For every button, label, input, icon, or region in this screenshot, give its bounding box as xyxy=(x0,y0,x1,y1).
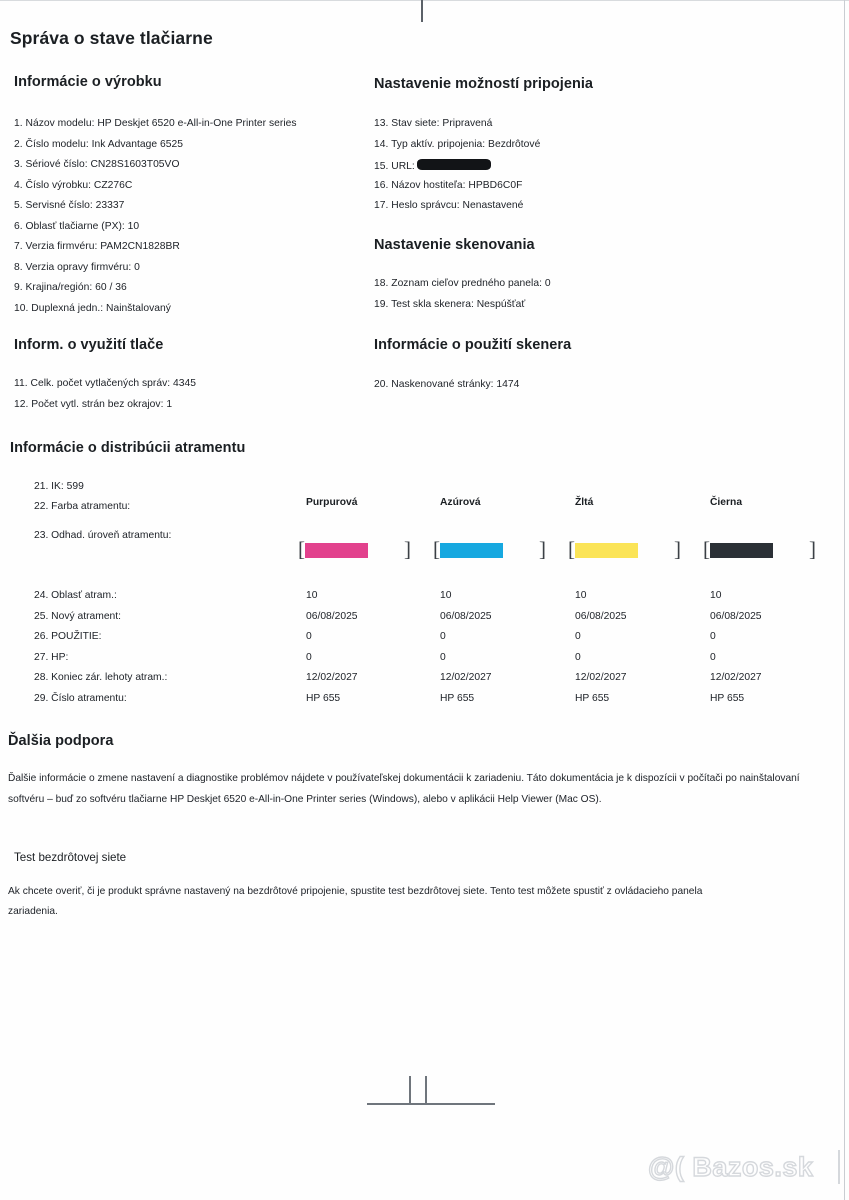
ink-cell-new-ink: 06/08/2025 xyxy=(306,611,358,622)
connectivity-item: 17. Heslo správcu: Nenastavené xyxy=(374,200,524,211)
product-info-item: 6. Oblasť tlačiarne (PX): 10 xyxy=(14,221,140,232)
ink-cell-usage: 0 xyxy=(306,631,312,642)
ink-cell-area: 10 xyxy=(710,590,722,601)
ink-cell-new-ink: 06/08/2025 xyxy=(440,611,492,622)
bracket-right-icon: ] xyxy=(539,537,546,561)
product-info-item: 1. Názov modelu: HP Deskjet 6520 e-All-in-One Printer series xyxy=(14,118,297,129)
product-info-item: 9. Krajina/región: 60 / 36 xyxy=(14,282,127,293)
ink-column-header: Čierna xyxy=(710,497,743,508)
ink-row-label-usage: 26. POUŽITIE: xyxy=(34,631,102,642)
ink-cell-ink-number: HP 655 xyxy=(440,693,475,704)
ink-level-fill xyxy=(440,543,503,558)
bracket-right-icon: ] xyxy=(809,537,816,561)
product-info-item: 10. Duplexná jedn.: Nainštalovaný xyxy=(14,303,171,314)
ink-level-fill xyxy=(305,543,368,558)
ink-cell-ink-number: HP 655 xyxy=(710,693,745,704)
page-title: Správa o stave tlačiarne xyxy=(10,28,213,48)
bracket-left-icon: [ xyxy=(703,537,710,561)
ink-column-header: Žltá xyxy=(575,497,594,508)
ink-cell-usage: 0 xyxy=(710,631,716,642)
section-heading-support: Ďalšia podpora xyxy=(8,733,114,749)
section-heading-wireless-test: Test bezdrôtovej siete xyxy=(14,851,127,864)
ink-cell-hp: 0 xyxy=(440,652,446,663)
redacted-url-bar xyxy=(417,159,491,170)
scanner-usage-item: 20. Naskenované stránky: 1474 xyxy=(374,379,520,390)
ink-cell-new-ink: 06/08/2025 xyxy=(575,611,627,622)
product-info-item: 7. Verzia firmvéru: PAM2CN1828BR xyxy=(14,241,180,252)
scan-artifact-tick-left xyxy=(409,1076,411,1104)
ink-row-label-hp: 27. HP: xyxy=(34,652,69,663)
scan-artifact-tick-right xyxy=(425,1076,427,1104)
section-heading-scanner-usage: Informácie o použití skenera xyxy=(374,337,572,353)
ink-ik-line: 21. IK: 599 xyxy=(34,481,84,492)
ink-cell-ink-number: HP 655 xyxy=(306,693,341,704)
bracket-right-icon: ] xyxy=(674,537,681,561)
scan-settings-item: 19. Test skla skenera: Nespúšťať xyxy=(374,299,526,310)
watermark-bazos: @( Bazos.sk xyxy=(648,1152,814,1182)
ink-cell-new-ink: 06/08/2025 xyxy=(710,611,762,622)
ink-level-fill xyxy=(575,543,638,558)
ink-level-gauge xyxy=(433,539,546,561)
bracket-right-icon: ] xyxy=(404,537,411,561)
section-heading-connectivity: Nastavenie možností pripojenia xyxy=(374,76,594,92)
ink-cell-usage: 0 xyxy=(575,631,581,642)
ink-level-gauge xyxy=(568,539,681,561)
bracket-left-icon: [ xyxy=(568,537,575,561)
ink-row-label-area: 24. Oblasť atram.: xyxy=(34,590,117,601)
print-usage-item: 11. Celk. počet vytlačených správ: 4345 xyxy=(14,378,197,389)
section-heading-print-usage: Inform. o využití tlače xyxy=(14,337,164,353)
ink-cell-hp: 0 xyxy=(306,652,312,663)
support-paragraph: Ďalšie informácie o zmene nastavení a diagnostike problémov nájdete v používateľskej dokumentácii k zariadeniu. Táto dokumentácia je k dispozícii v počítači po nainštalovaní softvéru – buď zo softvéru tlačiarne HP Deskjet 6520 e-All-in-One Printer series (Windows), alebo v aplikácii Help Viewer (Mac OS). xyxy=(8,773,800,805)
ink-cell-ink-number: HP 655 xyxy=(575,693,610,704)
ink-cell-warranty-end: 12/02/2027 xyxy=(306,672,358,683)
section-heading-scan-settings: Nastavenie skenovania xyxy=(374,237,535,253)
ink-row-label-warranty-end: 28. Koniec zár. lehoty atram.: xyxy=(34,672,168,683)
watermark-edge-bar xyxy=(838,1150,840,1184)
connectivity-item: 13. Stav siete: Pripravená xyxy=(374,118,493,129)
ink-cell-warranty-end: 12/02/2027 xyxy=(440,672,492,683)
product-info-item: 2. Číslo modelu: Ink Advantage 6525 xyxy=(14,139,183,150)
ink-row-label-ink-number: 29. Číslo atramentu: xyxy=(34,693,127,704)
wireless-test-paragraph: Ak chcete overiť, či je produkt správne nastavený na bezdrôtové pripojenie, spustite test bezdrôtovej siete. Tento test môžete spustiť z ovládacieho panela zariadenia. xyxy=(8,886,703,917)
ink-cell-usage: 0 xyxy=(440,631,446,642)
ink-cell-hp: 0 xyxy=(575,652,581,663)
url-label: 15. URL: xyxy=(374,161,415,172)
connectivity-item: 16. Názov hostiteľa: HPBD6C0F xyxy=(374,180,523,191)
ink-row-label-color: 22. Farba atramentu: xyxy=(34,501,131,512)
ink-row-label-new-ink: 25. Nový atrament: xyxy=(34,611,121,622)
ink-row-label-level: 23. Odhad. úroveň atramentu: xyxy=(34,530,172,541)
ink-column-header: Azúrová xyxy=(440,497,481,508)
section-heading-product-info: Informácie o výrobku xyxy=(14,74,162,90)
ink-level-gauge xyxy=(298,539,411,561)
connectivity-item-url xyxy=(374,159,491,172)
ink-cell-hp: 0 xyxy=(710,652,716,663)
ink-cell-warranty-end: 12/02/2027 xyxy=(575,672,627,683)
connectivity-item: 14. Typ aktív. pripojenia: Bezdrôtové xyxy=(374,139,541,150)
ink-cell-area: 10 xyxy=(306,590,318,601)
print-usage-item: 12. Počet vytl. strán bez okrajov: 1 xyxy=(14,399,173,410)
product-info-item: 8. Verzia opravy firmvéru: 0 xyxy=(14,262,140,273)
ink-level-fill xyxy=(710,543,773,558)
ink-cell-area: 10 xyxy=(440,590,452,601)
ink-level-gauge xyxy=(703,539,816,561)
bracket-left-icon: [ xyxy=(298,537,305,561)
scan-settings-item: 18. Zoznam cieľov predného panela: 0 xyxy=(374,278,551,289)
product-info-item: 5. Servisné číslo: 23337 xyxy=(14,200,125,211)
scan-artifact-fold-line xyxy=(367,1103,495,1105)
product-info-item: 4. Číslo výrobku: CZ276C xyxy=(14,180,133,191)
ink-cell-area: 10 xyxy=(575,590,587,601)
product-info-item: 3. Sériové číslo: CN28S1603T05VO xyxy=(14,159,180,170)
section-heading-ink-distribution: Informácie o distribúcii atramentu xyxy=(10,440,246,456)
ink-column-header: Purpurová xyxy=(306,497,358,508)
ink-cell-warranty-end: 12/02/2027 xyxy=(710,672,762,683)
bracket-left-icon: [ xyxy=(433,537,440,561)
